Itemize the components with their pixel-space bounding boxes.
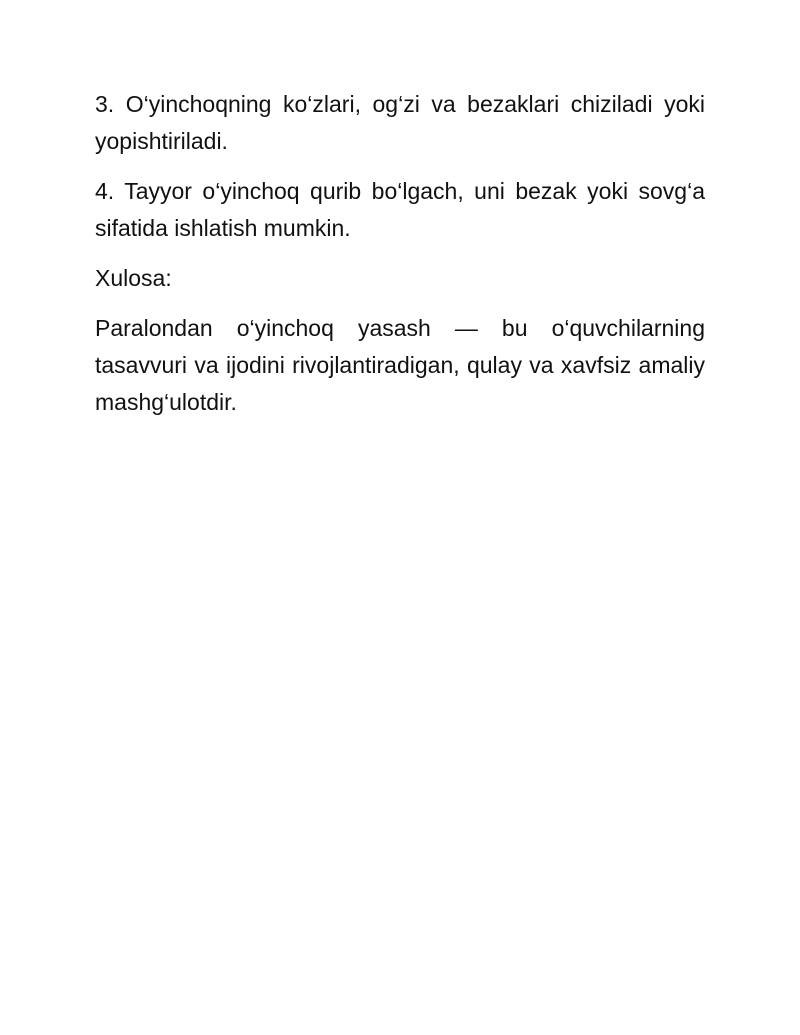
step-4-paragraph: 4. Tayyor o‘yinchoq qurib bo‘lgach, uni bezak yoki sovg‘a sifatida ishlatish mumkin.	[95, 178, 705, 241]
document-body	[95, 86, 705, 434]
conclusion-heading: Xulosa:	[95, 265, 172, 291]
conclusion-paragraph: Paralondan o‘yinchoq yasash — bu o‘quvchilarning tasavvuri va ijodini rivojlantiradigan, qulay va xavfsiz amaliy mashg‘ulotdir.	[95, 315, 705, 415]
step-3-paragraph: 3. O‘yinchoqning ko‘zlari, og‘zi va bezaklari chiziladi yoki yopishtiriladi.	[95, 91, 705, 154]
